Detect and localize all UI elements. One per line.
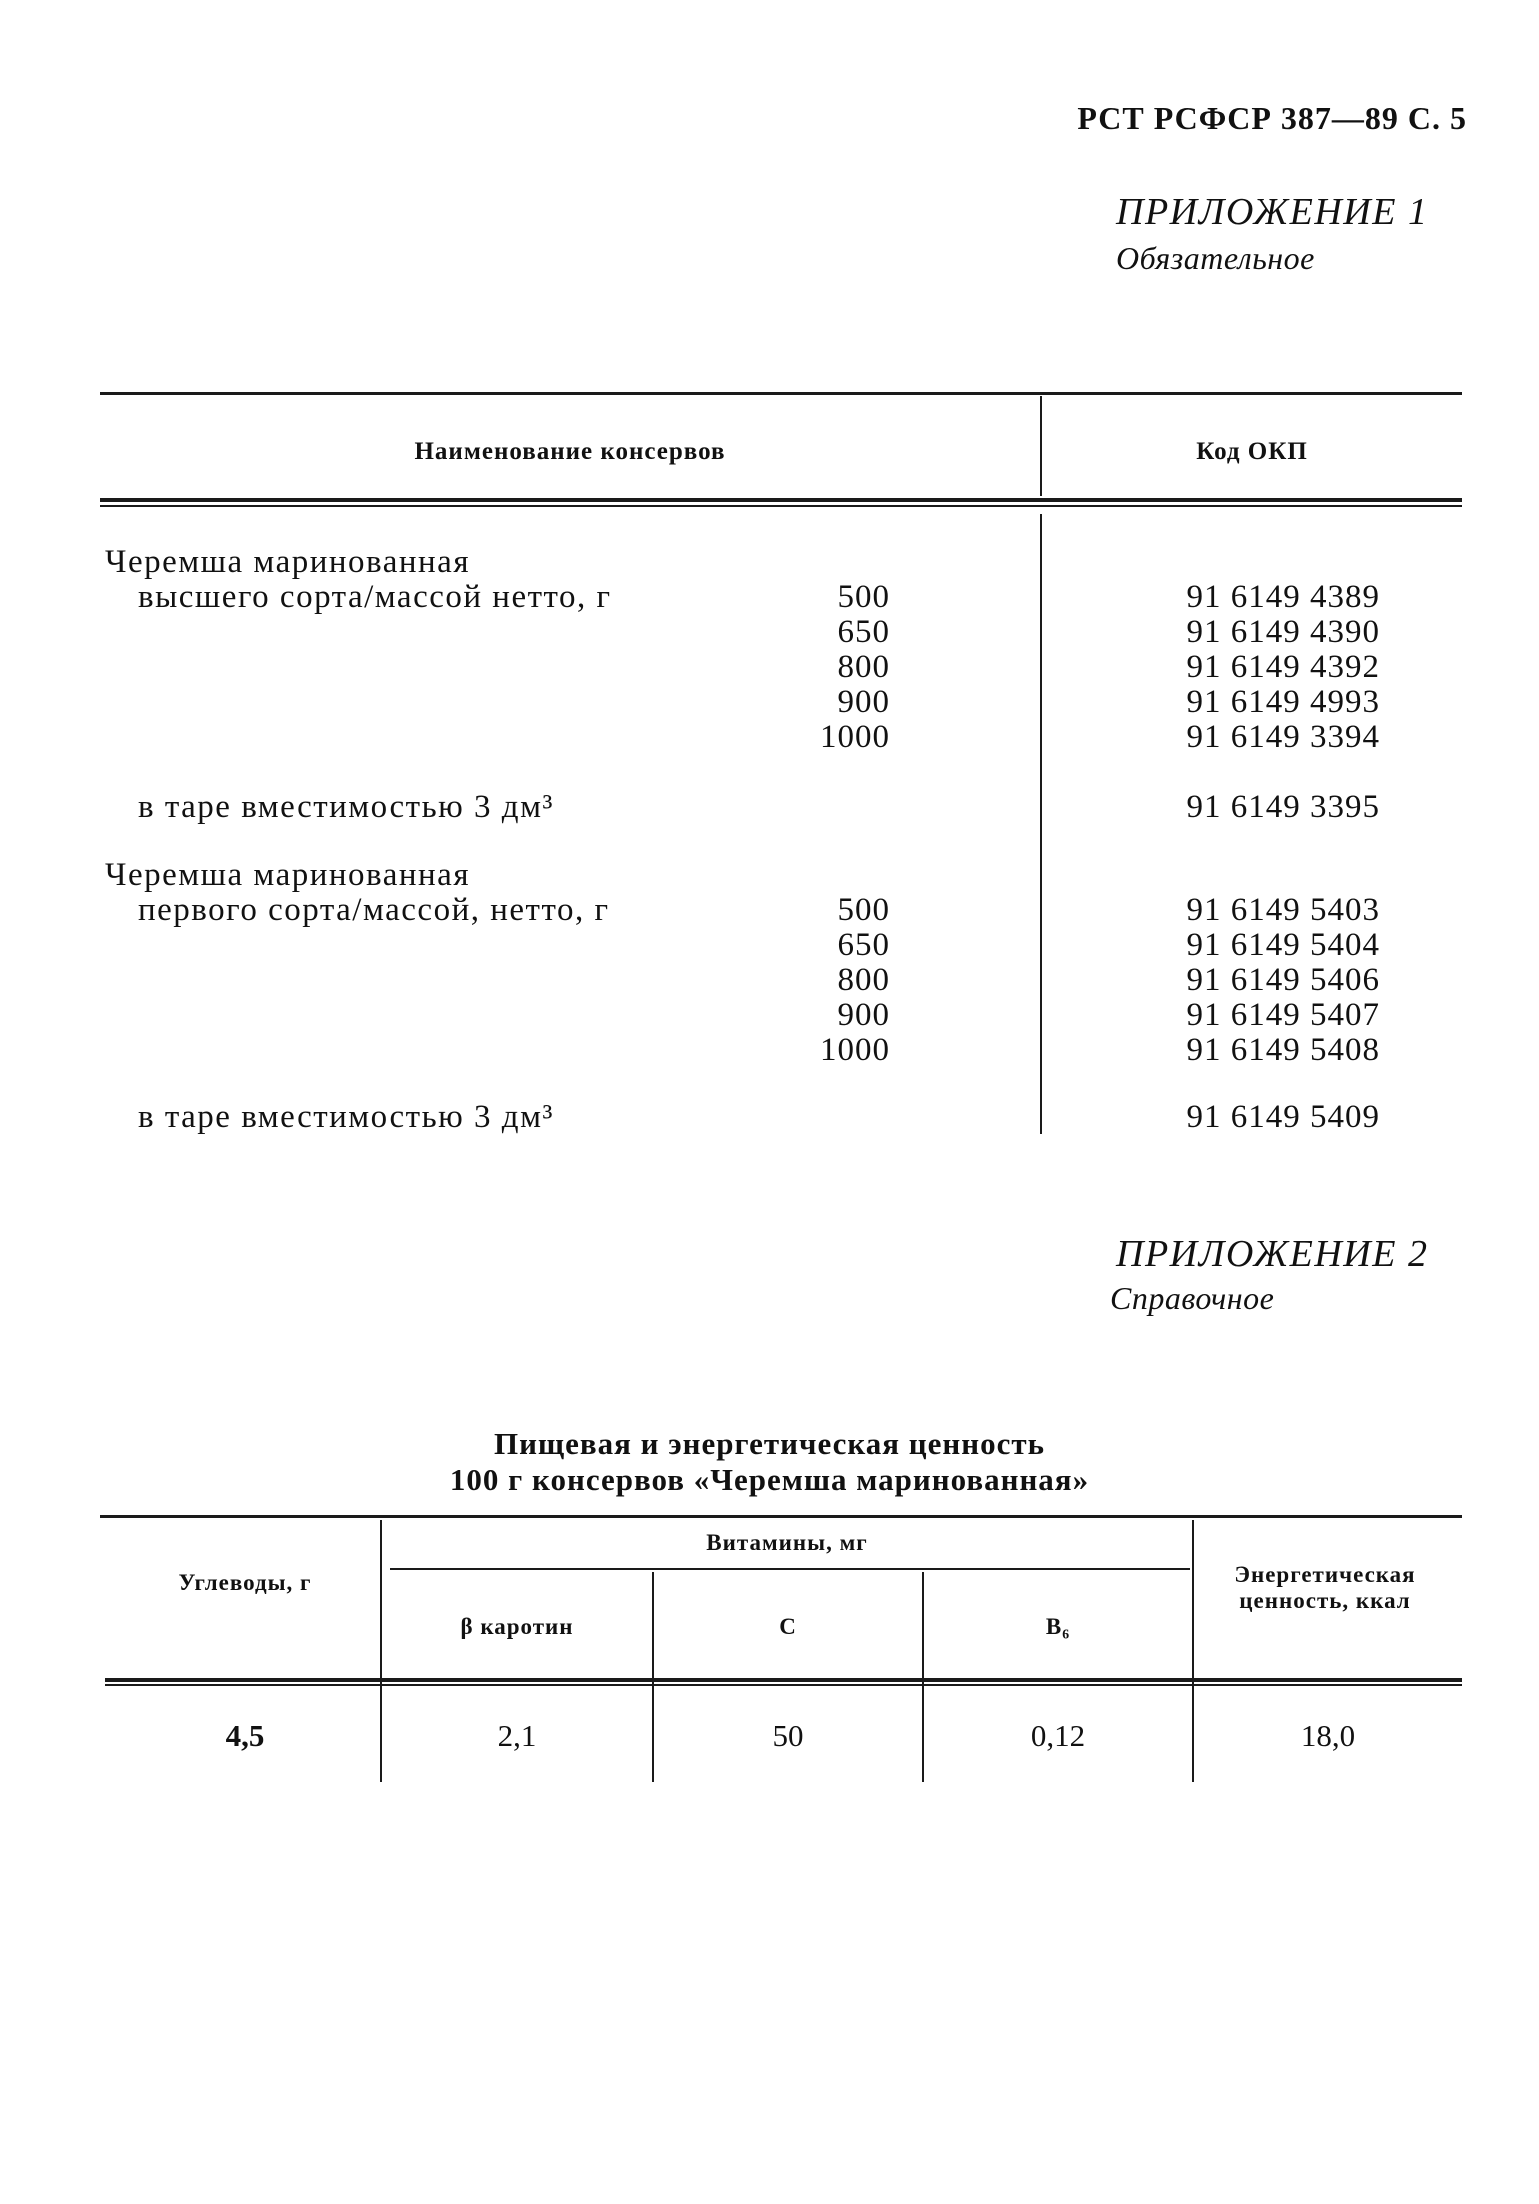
table-row-mass: 800 xyxy=(837,962,890,998)
table2-top-rule xyxy=(100,1515,1462,1518)
table-row-code: 91 6149 5407 xyxy=(1186,997,1380,1033)
column-header-energy: Энергетическая ценность, ккал xyxy=(1234,1562,1416,1613)
table1-header-rule xyxy=(100,498,1462,502)
appendix1-title: ПРИЛОЖЕНИЕ 1 xyxy=(1116,191,1429,233)
table1-body-divider xyxy=(1040,514,1042,1134)
appendix1-subtitle: Обязательное xyxy=(1116,240,1315,276)
table-row-code: 91 6149 5406 xyxy=(1186,962,1380,998)
appendix2-title: ПРИЛОЖЕНИЕ 2 xyxy=(1116,1233,1429,1275)
table-row-mass: 500 xyxy=(837,579,890,615)
standard-reference: РСТ РСФСР 387—89 С. 5 xyxy=(1077,100,1467,136)
table-row-code: 91 6149 5408 xyxy=(1186,1032,1380,1068)
table-row-code: 91 6149 5404 xyxy=(1186,927,1380,963)
table-row-mass: 650 xyxy=(837,614,890,650)
group1-name-line2: высшего сорта/массой нетто, г xyxy=(138,579,612,615)
table-row-mass: 500 xyxy=(837,892,890,928)
table2-vitamins-rule xyxy=(390,1568,1190,1570)
group2-name-line2: первого сорта/массой, нетто, г xyxy=(138,892,610,928)
group2-tare-code: 91 6149 5409 xyxy=(1186,1099,1380,1135)
column-header-vitamins: Витамины, мг xyxy=(706,1530,868,1555)
nutrition-table-title-line2: 100 г консервов «Черемша маринованная» xyxy=(449,1462,1090,1497)
value-vitamin-b6: 0,12 xyxy=(1030,1718,1086,1753)
table-row-code: 91 6149 4993 xyxy=(1186,684,1380,720)
table-row-code: 91 6149 5403 xyxy=(1186,892,1380,928)
table-row-mass: 900 xyxy=(837,997,890,1033)
group2-name-line1: Черемша маринованная xyxy=(105,857,470,893)
value-carbs: 4,5 xyxy=(225,1718,265,1753)
value-beta-carotene: 2,1 xyxy=(497,1718,537,1753)
group2-tare-label: в таре вместимостью 3 дм³ xyxy=(138,1099,554,1135)
table1-header-rule-2 xyxy=(100,505,1462,507)
table-row-code: 91 6149 4389 xyxy=(1186,579,1380,615)
table-row-code: 91 6149 4390 xyxy=(1186,614,1380,650)
value-vitamin-c: 50 xyxy=(772,1718,804,1753)
column-header-product-name: Наименование консервов xyxy=(414,438,726,465)
table-row-mass: 900 xyxy=(837,684,890,720)
column-header-vitamin-c: С xyxy=(779,1614,797,1639)
table-row-code: 91 6149 4392 xyxy=(1186,649,1380,685)
table1-top-rule xyxy=(100,392,1462,395)
table-row-mass: 1000 xyxy=(820,719,890,755)
table-row-mass: 800 xyxy=(837,649,890,685)
table2-header-rule xyxy=(105,1678,1462,1682)
table-row-code: 91 6149 3394 xyxy=(1186,719,1380,755)
value-energy: 18,0 xyxy=(1300,1718,1356,1753)
table-row-mass: 1000 xyxy=(820,1032,890,1068)
group1-name-line1: Черемша маринованная xyxy=(105,544,470,580)
column-header-okp-code: Код ОКП xyxy=(1196,438,1308,465)
nutrition-table-title-line1: Пищевая и энергетическая ценность xyxy=(493,1426,1046,1461)
table-row-mass: 650 xyxy=(837,927,890,963)
table2-header-rule-2 xyxy=(105,1684,1462,1686)
appendix2-subtitle: Справочное xyxy=(1110,1280,1275,1316)
column-header-beta-carotene: β каротин xyxy=(460,1614,574,1639)
group1-tare-code: 91 6149 3395 xyxy=(1186,789,1380,825)
column-header-carbs: Углеводы, г xyxy=(178,1570,312,1595)
group1-tare-label: в таре вместимостью 3 дм³ xyxy=(138,789,554,825)
column-header-vitamin-b6: B₆ xyxy=(1045,1614,1071,1639)
